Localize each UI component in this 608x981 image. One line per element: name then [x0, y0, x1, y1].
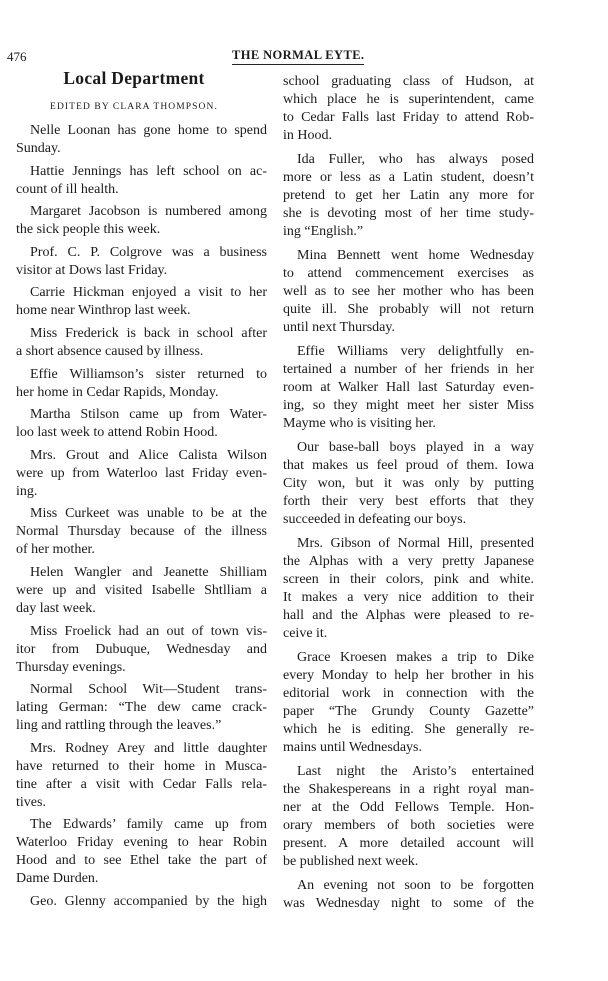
text-line: Geo. Glenny accompanied by the high: [30, 893, 267, 909]
text-line: Margaret Jacobson is numbered among: [30, 204, 267, 220]
text-line: Mrs. Grout and Alice Calista Wilson: [30, 447, 267, 463]
text-line: Miss Frederick is back in school after: [30, 325, 267, 341]
text-line: Our base-ball boys played in a way: [297, 440, 534, 455]
text-line: until next Thursday.: [283, 320, 395, 335]
text-line: itor from Dubuque, Wednesday and: [16, 641, 267, 657]
text-line: to attend commencement exercises as: [283, 266, 534, 281]
text-line: It makes a very nice addition to their: [283, 590, 534, 605]
text-line: visitor at Dows last Friday.: [16, 262, 168, 278]
text-line: present. A more detailed account will: [283, 836, 534, 851]
text-line: screen in their colors, pink and white.: [283, 572, 534, 587]
text-line: Mayme who is visiting her.: [283, 416, 436, 431]
text-line: succeeded in defeating our boys.: [283, 512, 467, 527]
right-column: [283, 73, 534, 919]
news-item: [283, 343, 534, 433]
text-line: ner at the Odd Fellows Temple. Hon-: [283, 800, 534, 815]
text-line: tertained a number of her friends in her: [283, 362, 534, 377]
text-line: Thursday evenings.: [16, 659, 126, 675]
news-item: [16, 623, 267, 677]
news-item: [283, 649, 534, 757]
text-line: well as to see her mother who has been: [283, 284, 534, 299]
text-line: orary members of both societies were: [283, 818, 534, 833]
news-item: [16, 284, 267, 320]
news-item: [16, 366, 267, 402]
text-line: An evening not soon to be forgotten: [297, 878, 534, 893]
text-line: Miss Curkeet was unable to be at the: [30, 506, 267, 522]
text-line: were up and visited Isabelle Shtlliam a: [16, 582, 267, 598]
text-line: Carrie Hickman enjoyed a visit to her: [30, 285, 267, 301]
text-line: tine after a visit with Cedar Falls rela-: [16, 776, 267, 792]
text-line: ing “English.”: [283, 224, 364, 239]
news-item: [16, 816, 267, 888]
news-item: [16, 893, 267, 911]
text-line: of her mother.: [16, 542, 95, 558]
news-item: [283, 439, 534, 529]
news-item: [16, 244, 267, 280]
text-line: pretend to get her Latin any more for: [283, 188, 534, 203]
text-line: Mina Bennett went home Wednesday: [297, 248, 534, 263]
publication-title: THE NORMAL EYTE.: [232, 48, 364, 65]
text-line: The Edwards’ family came up from: [30, 817, 267, 833]
text-line: have returned to their home in Musca-: [16, 758, 267, 774]
text-line: Martha Stilson came up from Water-: [30, 407, 267, 423]
text-line: to Cedar Falls last Friday to attend Rob-: [283, 110, 534, 125]
text-line: ing, so they might meet her sister Miss: [283, 398, 534, 413]
text-line: loo last week to attend Robin Hood.: [16, 425, 218, 441]
text-line: Nelle Loonan has gone home to spend: [30, 123, 267, 138]
text-line: day last week.: [16, 600, 96, 616]
text-line: Last night the Aristo’s entertained: [297, 764, 534, 779]
text-line: City won, but it was only by putting: [283, 476, 534, 491]
text-line: the Shakespereans in a right royal man-: [283, 782, 534, 797]
text-line: Ida Fuller, who has always posed: [297, 152, 534, 167]
section-heading: Local Department: [63, 68, 205, 88]
text-line: paper “The Grundy County Gazette”: [283, 704, 534, 719]
news-item: [16, 681, 267, 735]
text-line: a short absence caused by illness.: [16, 343, 204, 359]
text-line: more or less as a Latin student, doesn’t: [283, 170, 534, 185]
text-line: she is devoting most of her time study-: [283, 206, 534, 221]
text-line: every Monday to help her brother in his: [283, 668, 534, 683]
news-item: [16, 325, 267, 361]
text-line: count of ill health.: [16, 181, 119, 197]
news-item: [16, 564, 267, 618]
news-item: [283, 763, 534, 871]
text-line: Hood and to see Ethel take the part of: [16, 853, 267, 869]
text-line: Normal Thursday because of the illness: [16, 524, 267, 540]
news-item: [283, 877, 534, 913]
text-line: quite ill. She probably will not return: [283, 302, 534, 317]
text-line: Effie Williams very delightfully en-: [297, 344, 534, 359]
news-item: [16, 203, 267, 239]
text-line: Dame Durden.: [16, 871, 99, 887]
news-item: [16, 163, 267, 199]
text-line: ing.: [16, 483, 38, 499]
news-item: [283, 73, 534, 145]
text-line: hall and the Alphas were pleased to re-: [283, 608, 534, 623]
text-line: Helen Wangler and Jeanette Shilliam: [30, 564, 267, 580]
text-line: ling and rattling through the leaves.”: [16, 718, 222, 734]
text-line: Mrs. Rodney Arey and little daughter: [30, 740, 267, 756]
text-line: was Wednesday night to some of the: [283, 896, 534, 911]
news-item: [16, 122, 267, 158]
text-line: home near Winthrop last week.: [16, 303, 191, 319]
text-line: Effie Williamson’s sister returned to: [30, 366, 267, 382]
text-line: that makes us feel proud of them. Iowa: [283, 458, 534, 473]
text-line: forth their very best efforts that they: [283, 494, 534, 509]
news-item: [283, 535, 534, 643]
text-line: be published next week.: [283, 854, 419, 869]
section-editor: EDITED BY CLARA THOMPSON.: [50, 102, 218, 112]
text-line: the sick people this week.: [16, 222, 161, 238]
text-line: the Alphas with a very pretty Japanese: [283, 554, 534, 569]
text-line: Sunday.: [16, 141, 61, 156]
news-item: [16, 505, 267, 559]
left-column: [16, 122, 267, 916]
text-line: room at Walker Hall last Saturday even-: [283, 380, 534, 395]
text-line: Normal School Wit—Student trans-: [30, 682, 267, 698]
text-line: her home in Cedar Rapids, Monday.: [16, 384, 219, 400]
text-line: lating German: “The dew came crack-: [16, 700, 267, 716]
page-number: 476: [7, 49, 27, 64]
text-line: Miss Froelick had an out of town vis-: [30, 623, 267, 639]
text-line: Waterloo Friday evening to hear Robin: [16, 835, 267, 851]
text-line: editorial work in connection with the: [283, 686, 534, 701]
text-line: were up from Waterloo last Friday even-: [16, 465, 267, 481]
text-line: Hattie Jennings has left school on ac-: [30, 163, 267, 179]
news-item: [16, 447, 267, 501]
text-line: school graduating class of Hudson, at: [283, 74, 534, 89]
text-line: which place he is superintendent, came: [283, 92, 534, 107]
text-line: mains until Wednesdays.: [283, 740, 422, 755]
text-line: Prof. C. P. Colgrove was a business: [30, 244, 267, 260]
news-item: [16, 740, 267, 812]
news-item: [283, 247, 534, 337]
news-item: [16, 406, 267, 442]
news-item: [283, 151, 534, 241]
text-line: in Hood.: [283, 128, 332, 143]
text-line: tives.: [16, 794, 46, 810]
text-line: Grace Kroesen makes a trip to Dike: [297, 650, 534, 665]
text-line: ceive it.: [283, 626, 328, 641]
text-line: Mrs. Gibson of Normal Hill, presented: [297, 536, 534, 551]
text-line: which he is editing. She generally re-: [283, 722, 534, 737]
